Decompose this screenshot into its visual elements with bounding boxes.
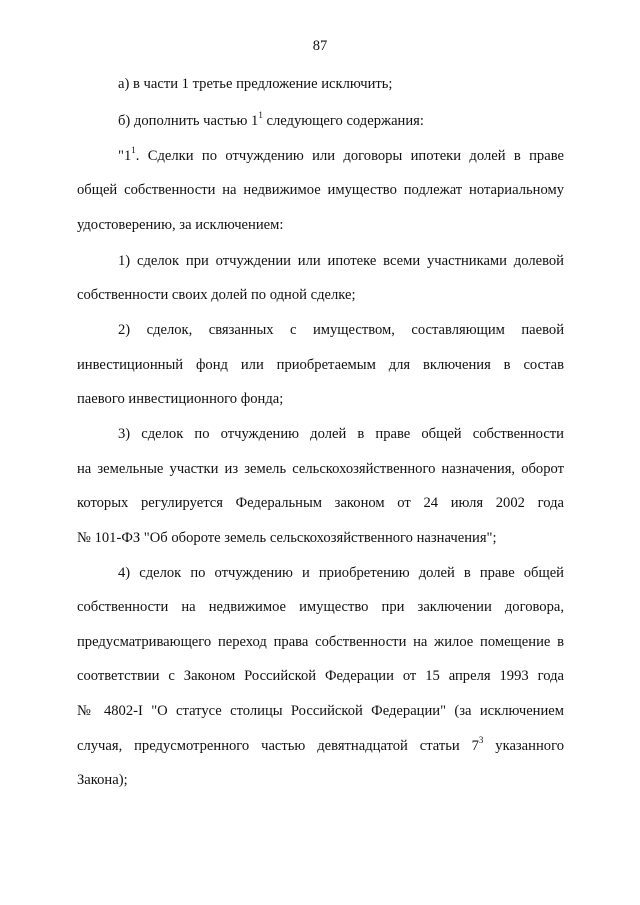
line-text: б) дополнить частью 1 bbox=[118, 113, 259, 129]
line-text: указанного bbox=[483, 738, 565, 754]
text-line-21: Закона); bbox=[77, 772, 128, 788]
text-line-13: которых регулируется Федеральным законом от 24 июля 2002 года bbox=[77, 495, 564, 511]
line-text: случая, предусмотренного частью девятнадцатой статьи 7 bbox=[77, 738, 479, 754]
line-text: "1 bbox=[118, 148, 132, 164]
text-line-15: 4) сделок по отчуждению и приобретению долей в праве общей bbox=[118, 565, 564, 581]
text-line-10: паевого инвестиционного фонда; bbox=[77, 391, 284, 407]
superscript: 1 bbox=[258, 110, 263, 121]
text-line-11: 3) сделок по отчуждению долей в праве общей собственности bbox=[118, 426, 564, 442]
text-line-8: 2) сделок, связанных с имуществом, составляющим паевой bbox=[118, 322, 564, 338]
text-line-1 bbox=[118, 75, 564, 93]
superscript: 1 bbox=[131, 145, 136, 156]
line-text: следующего содержания: bbox=[262, 113, 424, 129]
text-line-9: инвестиционный фонд или приобретаемым для включения в состав bbox=[77, 357, 564, 373]
superscript: 3 bbox=[478, 735, 484, 746]
text-line-7: собственности своих долей по одной сделке; bbox=[77, 287, 356, 303]
text-line-2 bbox=[118, 112, 564, 130]
page-number: 87 bbox=[312, 38, 328, 54]
text-line-19: № 4802-I "О статусе столицы Российской Федерации" (за исключением bbox=[77, 703, 564, 719]
line-text: . Сделки по отчуждению или договоры ипотеки долей в праве bbox=[135, 148, 564, 164]
text-line-14: № 101-ФЗ "Об обороте земель сельскохозяйственного назначения"; bbox=[77, 530, 497, 546]
text-line-12: на земельные участки из земель сельскохозяйственного назначения, оборот bbox=[77, 461, 564, 477]
text-line-16: собственности на недвижимое имущество при заключении договора, bbox=[77, 599, 564, 615]
line-text: а) в части 1 третье предложение исключить; bbox=[118, 76, 393, 92]
text-line-5: удостоверению, за исключением: bbox=[77, 217, 284, 233]
text-line-6: 1) сделок при отчуждении или ипотеке всеми участниками долевой bbox=[118, 253, 564, 269]
text-line-18: соответствии с Законом Российской Федерации от 15 апреля 1993 года bbox=[77, 668, 564, 684]
text-line-3 bbox=[118, 147, 564, 165]
text-line-20 bbox=[77, 737, 564, 755]
text-line-4: общей собственности на недвижимое имущество подлежат нотариальному bbox=[77, 182, 564, 198]
text-line-17: предусматривающего переход права собственности на жилое помещение в bbox=[77, 634, 564, 650]
